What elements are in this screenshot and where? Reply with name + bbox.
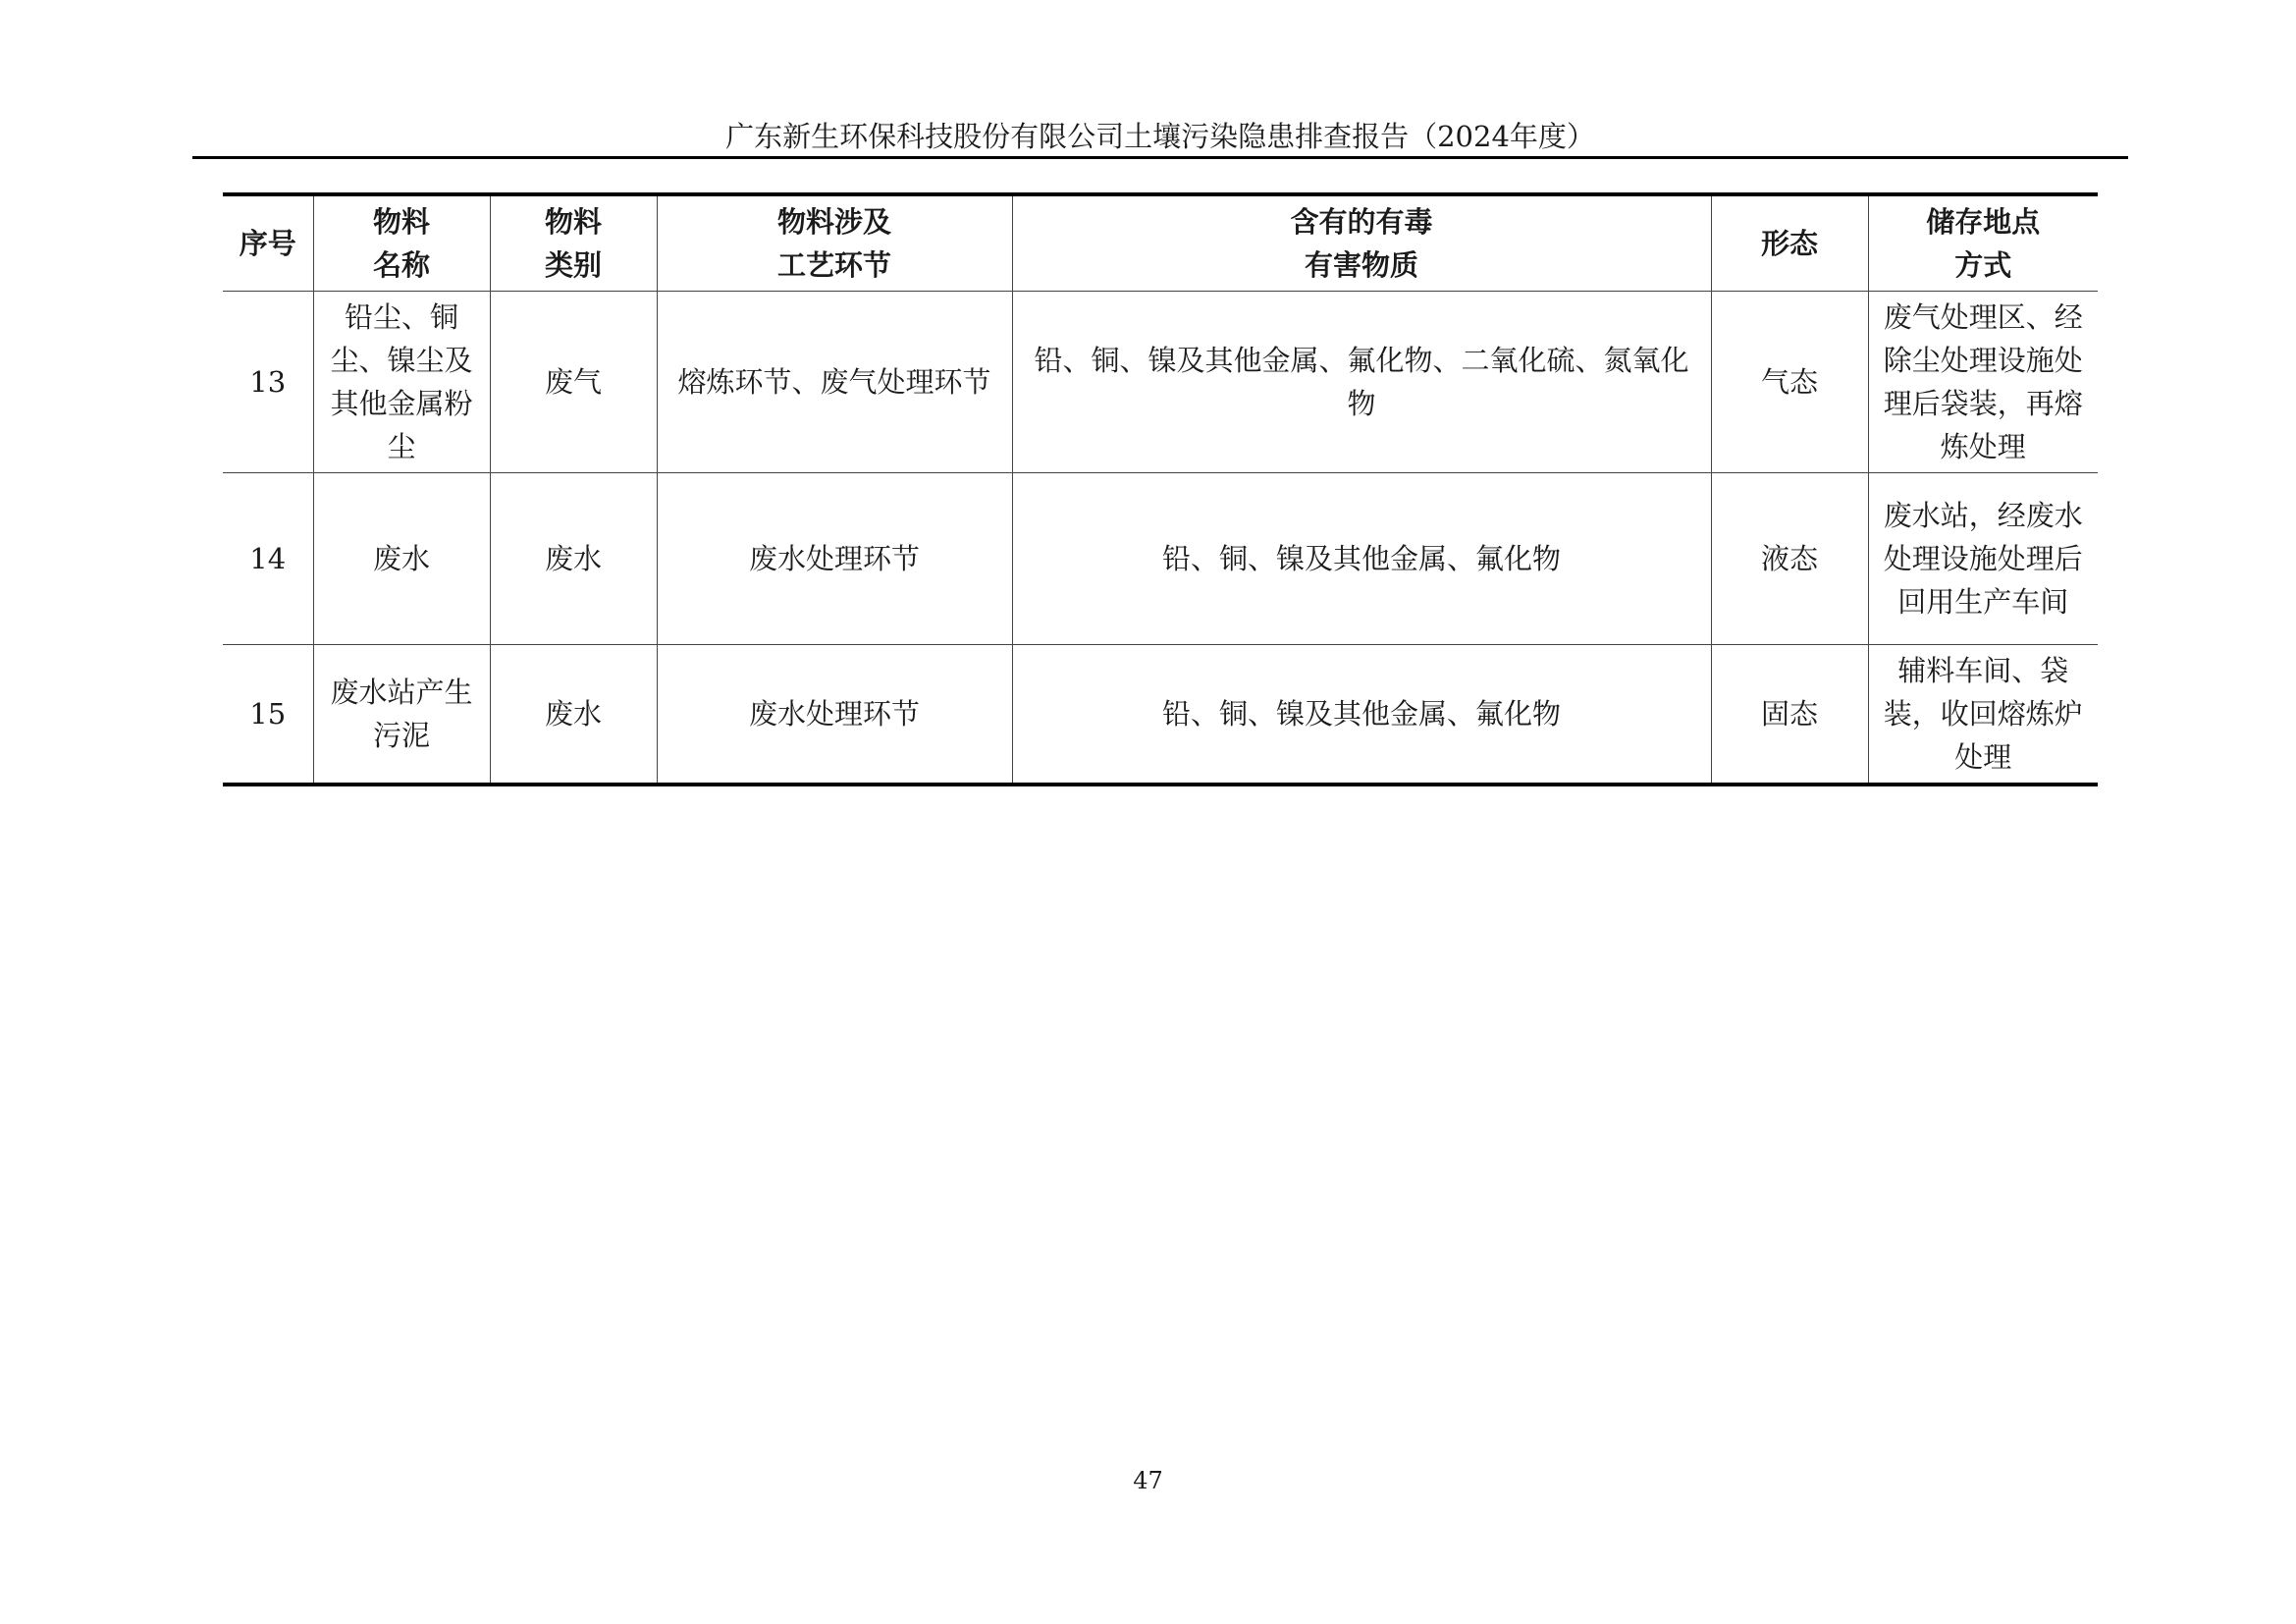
cell-process: 熔炼环节、废气处理环节 bbox=[657, 292, 1012, 473]
cell-process: 废水处理环节 bbox=[657, 645, 1012, 785]
table-row bbox=[223, 473, 2098, 645]
cell-storage: 废气处理区、经除尘处理设施处理后袋装，再熔炼处理 bbox=[1868, 292, 2098, 473]
column-header-no: 序号 bbox=[223, 194, 313, 292]
cell-category: 废水 bbox=[490, 473, 657, 645]
cell-storage: 废水站，经废水处理设施处理后回用生产车间 bbox=[1868, 473, 2098, 645]
page-header: 广东新生环保科技股份有限公司土壤污染隐患排查报告（2024年度） bbox=[725, 120, 1595, 153]
cell-no: 15 bbox=[223, 645, 313, 785]
cell-category: 废气 bbox=[490, 292, 657, 473]
column-header-state: 形态 bbox=[1711, 194, 1868, 292]
column-header-storage: 储存地点 方式 bbox=[1868, 194, 2098, 292]
cell-process: 废水处理环节 bbox=[657, 473, 1012, 645]
cell-toxic: 铅、铜、镍及其他金属、氟化物、二氧化硫、氮氧化物 bbox=[1012, 292, 1711, 473]
cell-state: 气态 bbox=[1711, 292, 1868, 473]
table-row bbox=[223, 292, 2098, 473]
page-number: 47 bbox=[1133, 1467, 1163, 1494]
materials-table bbox=[223, 192, 2098, 786]
cell-state: 固态 bbox=[1711, 645, 1868, 785]
table-header-row bbox=[223, 194, 2098, 292]
table-row bbox=[223, 645, 2098, 785]
cell-category: 废水 bbox=[490, 645, 657, 785]
cell-name: 铅尘、铜尘、镍尘及其他金属粉尘 bbox=[313, 292, 490, 473]
cell-storage: 辅料车间、袋装，收回熔炼炉处理 bbox=[1868, 645, 2098, 785]
cell-state: 液态 bbox=[1711, 473, 1868, 645]
cell-name: 废水 bbox=[313, 473, 490, 645]
cell-name: 废水站产生污泥 bbox=[313, 645, 490, 785]
column-header-process: 物料涉及 工艺环节 bbox=[657, 194, 1012, 292]
column-header-toxic: 含有的有毒 有害物质 bbox=[1012, 194, 1711, 292]
cell-no: 14 bbox=[223, 473, 313, 645]
column-header-name: 物料 名称 bbox=[313, 194, 490, 292]
header-rule bbox=[192, 156, 2128, 159]
cell-toxic: 铅、铜、镍及其他金属、氟化物 bbox=[1012, 473, 1711, 645]
cell-no: 13 bbox=[223, 292, 313, 473]
column-header-category: 物料 类别 bbox=[490, 194, 657, 292]
cell-toxic: 铅、铜、镍及其他金属、氟化物 bbox=[1012, 645, 1711, 785]
